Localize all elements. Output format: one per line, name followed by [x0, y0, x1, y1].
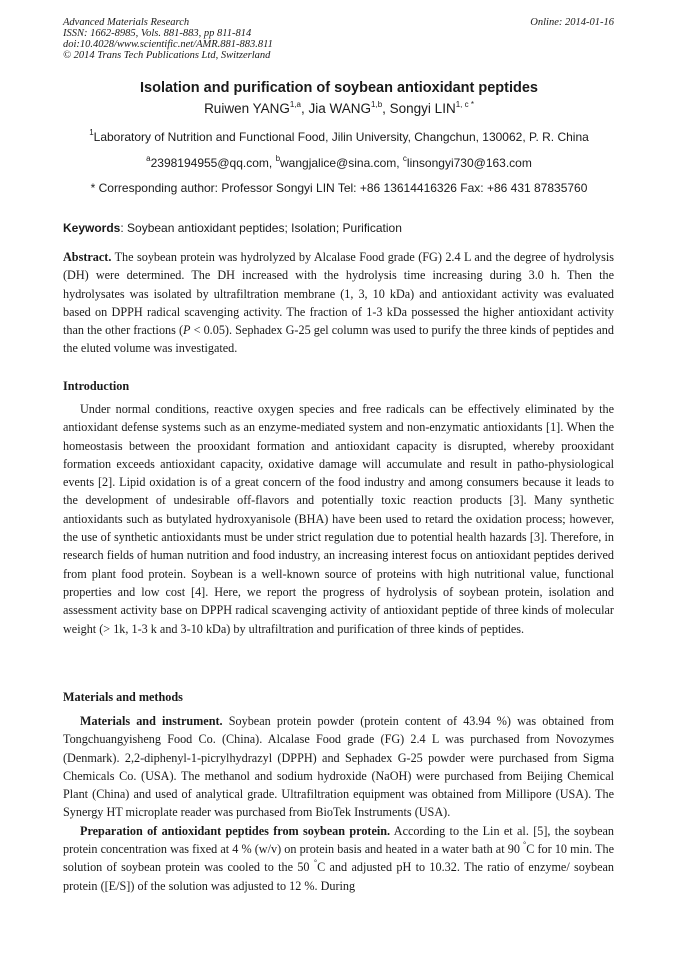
doi: doi:10.4028/www.scientific.net/AMR.881-883.811 [63, 39, 273, 50]
online-date: Online: 2014-01-16 [530, 17, 614, 28]
author-name: Jia WANG [308, 101, 372, 116]
author-emails: $^a$2398194955@qq.com, $^b$wangjalice@sina.com, $^c$linsongyi730@163.com [146, 154, 532, 170]
methods-subheading: Materials and instrument. [80, 714, 223, 728]
abstract-label: Abstract. [63, 250, 112, 264]
methods-text: Soybean protein powder (protein content of 43.94 %) was obtained from Tongchuangyisheng Food Co. (China). Alcalase Food grade (FG) 2.4 L was purchased from Novozymes (Denmark). 2,2-diphenyl-1-picrylhydrazyl (DPPH) and Sephadex G-25 powder were purchased from Sigma Chemicals Co. (USA). The methanol and sodium hydroxide (NaOH) were purchased from Beijing Chemical Plant (China) and used of analytical grade. Ultrafiltration equipment was obtained from Millipore (USA). The Synergy HT microplate reader was purchased from BioTek Instruments (USA). [63, 714, 614, 820]
email-sup: b [275, 154, 281, 163]
author-sup: 1, c * [455, 99, 474, 109]
abstract-text: The soybean protein was hydrolyzed by Alcalase Food grade (FG) 2.4 L and the degree of hydrolysis (DH) were determined. The DH increased with the hydrolysis time increasing during 3.0 h. Then the hydrolysates was isolated by ultrafiltration membrane (1, 3, 10 kDa) and antioxidant activity was evaluated based on DPPH radical scavenging activity. The fraction of 1-3 kDa possessed the higher antioxidant activity than the other fractions ( [63, 250, 614, 338]
email-link[interactable]: wangjalice@sina.com [280, 156, 397, 170]
methods-text: According to the Lin et al. [5], the soybean protein concentration was fixed at 4 % (w/v) on protein basis and heated in a water bath at 90 [63, 823, 614, 857]
methods-section [63, 712, 614, 895]
corresponding-author: * Corresponding author: Professor Songyi LIN Tel: +86 13614416326 Fax: +86 431 87835760 [90, 181, 588, 195]
methods-text: C and adjusted pH to 10.32. The ratio of enzyme/ soybean protein ([E/S]) of the solution was adjusted to 12 %. During [63, 860, 614, 893]
degree-sign: ° [523, 840, 527, 850]
intro-heading: Introduction [63, 379, 130, 393]
author-sup: 1,a [289, 99, 301, 109]
methods-paragraph [63, 822, 614, 895]
keywords-label: Keywords [63, 221, 121, 235]
methods-text: C for 10 min. The solution of soybean protein was cooled to the 50 [63, 842, 614, 875]
affiliation-text: Laboratory of Nutrition and Functional Food, Jilin University, Changchun, 130062, P. R. China [93, 130, 589, 144]
author-name: Ruiwen YANG [204, 101, 290, 116]
affiliation-sup: 1 [89, 128, 94, 137]
affiliation [40, 130, 638, 144]
email-sup: a [146, 154, 151, 163]
methods-paragraph [63, 712, 614, 822]
email-link[interactable]: 2398194955@qq.com [150, 156, 269, 170]
keywords-text: : Soybean antioxidant peptides; Isolation; Purification [120, 221, 402, 235]
keywords [63, 221, 402, 235]
author-name: Songyi LIN [389, 101, 456, 116]
email-sup: c [402, 154, 407, 163]
email-link[interactable]: linsongyi730@163.com [406, 156, 532, 170]
journal-header [63, 17, 273, 61]
intro-paragraph: Under normal conditions, reactive oxygen species and free radicals can be effectively eliminated by the antioxidant defense systems such as an enzyme-mediated system and non-enzymatic antioxidants [1]. When the homeostasis between the prooxidant formation and antioxidant capacity is disrupted, whereby prooxidant formation exceeds antioxidant capacity, oxidative damage will accumulate and result in patho-physiological events [2]. Lipid oxidation is of a great concern of the food industry and among consumers because it leads to the development of undesirable off-flavors and potentially toxic reaction products [3]. Many synthetic antioxidants such as butylated hydroxyanisole (BHA) have been used to retard the oxidation process; however, the use of synthetic antioxidants must be under strict regulation due to potential health hazards [3]. Therefore, in research fields of human nutrition and food industry, an increasing interest focus on antioxidant peptides derived from plant food protein. Soybean is a well-known source of proteins with high nutritional value, functional properties and low cost [4]. Here, we report the progress of hydrolysis of soybean protein, isolation and assessment activity base on DPPH radical scavenging activity of antioxidant peptide of three kinds of molecular weight (> 1k, 1-3 k and 3-10 kDa) by ultrafiltration and purification of three kinds of peptides. [63, 402, 614, 636]
author-sup: 1,b [371, 99, 383, 109]
p-value-symbol: P [183, 323, 191, 338]
introduction [63, 400, 614, 638]
copyright: © 2014 Trans Tech Publications Ltd, Switzerland [63, 50, 271, 61]
methods-heading: Materials and methods [63, 690, 183, 704]
degree-sign: ° [313, 858, 318, 868]
journal-name: Advanced Materials Research [63, 17, 190, 28]
abstract [63, 248, 614, 358]
methods-subheading: Preparation of antioxidant peptides from soybean protein. [80, 823, 391, 838]
abstract-text: < 0.05). Sephadex G-25 gel column was used to purify the three kinds of peptides and the eluted volume was investigated. [63, 323, 614, 356]
paper-title: Isolation and purification of soybean antioxidant peptides [140, 80, 538, 96]
issn: ISSN: 1662-8985, Vols. 881-883, pp 811-814 [63, 28, 252, 39]
author-list: Ruiwen YANG$^{1,a}$, Jia WANG$^{1,b}$, Songyi $LIN^{1, c *}$ [204, 99, 474, 116]
